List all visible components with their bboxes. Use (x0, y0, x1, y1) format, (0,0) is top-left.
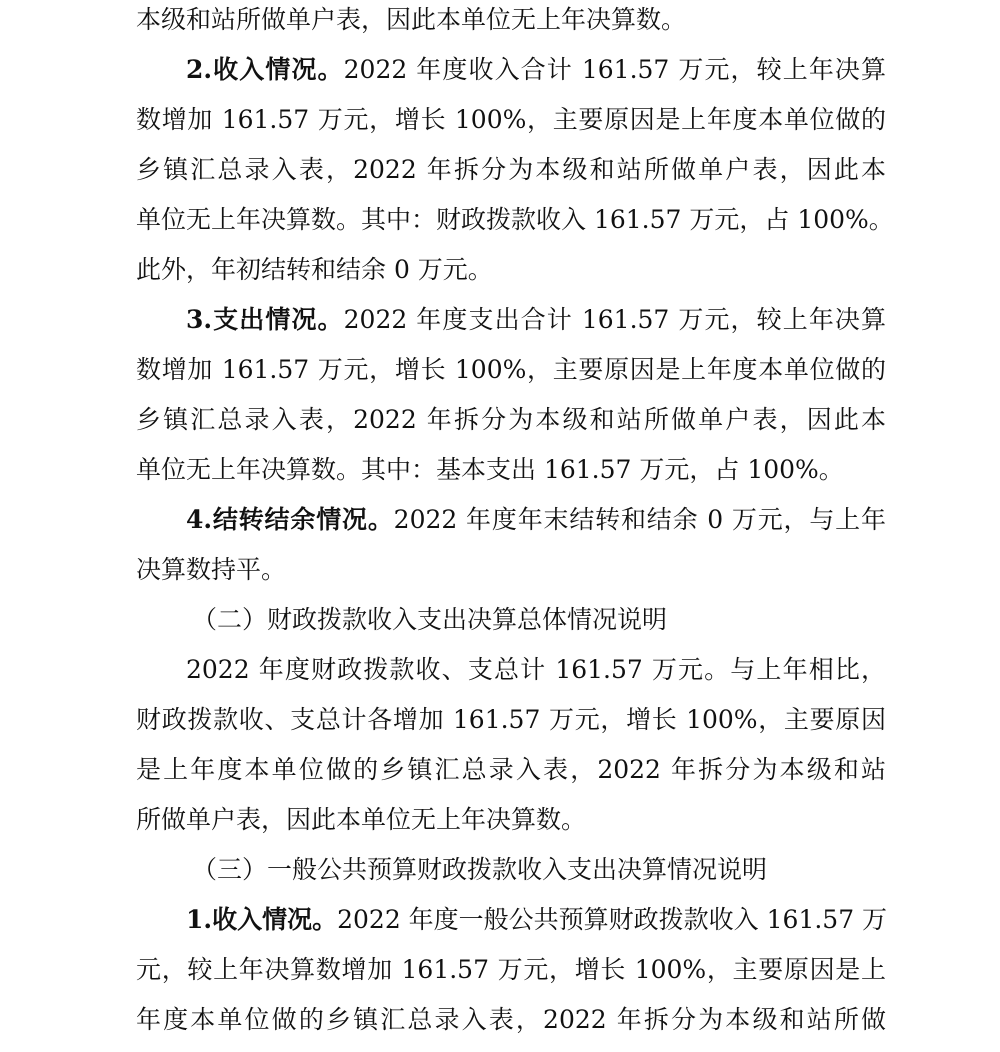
line-text: 是上年度本单位做的乡镇汇总录入表，2022 年拆分为本级和站 (136, 755, 886, 784)
line-text: 财政拨款收、支总计各增加 161.57 万元，增长 100%，主要原因 (136, 705, 886, 734)
line-text: 2022 年度年末结转和结余 0 万元，与上年 (393, 505, 886, 534)
paragraph-line (186, 52, 886, 102)
line-text: 2022 年度支出合计 161.57 万元，较上年决算 (343, 305, 886, 334)
line-text: 2022 年度财政拨款收、支总计 161.57 万元。与上年相比， (186, 655, 886, 684)
line-text: 数增加 161.57 万元，增长 100%，主要原因是上年度本单位做的 (136, 355, 886, 384)
line-text: 2022 年度收入合计 161.57 万元，较上年决算 (343, 55, 886, 84)
heading-text: （二）财政拨款收入支出决算总体情况说明 (192, 605, 668, 634)
paragraph-line (136, 1002, 886, 1052)
line-text: 所做单户表，因此本单位无上年决算数。 (136, 805, 587, 834)
paragraph-line (136, 202, 894, 252)
section-heading (192, 852, 886, 902)
section-lead: 4.结转结余情况。 (186, 505, 394, 534)
paragraph-line (136, 752, 886, 802)
paragraph-line (136, 102, 886, 152)
line-text: 数增加 161.57 万元，增长 100%，主要原因是上年度本单位做的 (136, 105, 886, 134)
paragraph-line (136, 452, 886, 502)
line-text: 本级和站所做单户表，因此本单位无上年决算数。 (136, 5, 687, 34)
line-text: 此外，年初结转和结余 0 万元。 (136, 255, 493, 284)
paragraph-line (186, 652, 886, 702)
paragraph-line (136, 252, 886, 302)
paragraph-line (136, 552, 886, 602)
paragraph-line (136, 402, 886, 452)
paragraph-line (186, 302, 886, 352)
section-heading (192, 602, 886, 652)
line-text: 2022 年度一般公共预算财政拨款收入 161.57 万 (337, 905, 888, 934)
section-lead: 2.收入情况。 (186, 55, 344, 84)
paragraph-line (186, 902, 886, 952)
paragraph-line (136, 152, 886, 202)
line-text: 乡镇汇总录入表，2022 年拆分为本级和站所做单户表，因此本 (136, 155, 886, 184)
line-text: 决算数持平。 (136, 555, 287, 584)
line-text: 乡镇汇总录入表，2022 年拆分为本级和站所做单户表，因此本 (136, 405, 886, 434)
paragraph-line (136, 952, 886, 1002)
paragraph-line (136, 702, 886, 752)
line-text: 单位无上年决算数。其中：基本支出 161.57 万元，占 100%。 (136, 455, 844, 484)
paragraph-line (136, 802, 886, 852)
paragraph-line (136, 2, 886, 52)
paragraph-line (186, 502, 886, 552)
section-lead: 3.支出情况。 (186, 305, 344, 334)
paragraph-line (136, 352, 886, 402)
line-text: 单位无上年决算数。其中：财政拨款收入 161.57 万元，占 100%。 (136, 205, 894, 234)
section-lead: 1.收入情况。 (186, 905, 338, 934)
heading-text: （三）一般公共预算财政拨款收入支出决算情况说明 (192, 855, 768, 884)
line-text: 年度本单位做的乡镇汇总录入表，2022 年拆分为本级和站所做 (136, 1005, 886, 1034)
line-text: 元，较上年决算数增加 161.57 万元，增长 100%，主要原因是上 (136, 955, 886, 984)
